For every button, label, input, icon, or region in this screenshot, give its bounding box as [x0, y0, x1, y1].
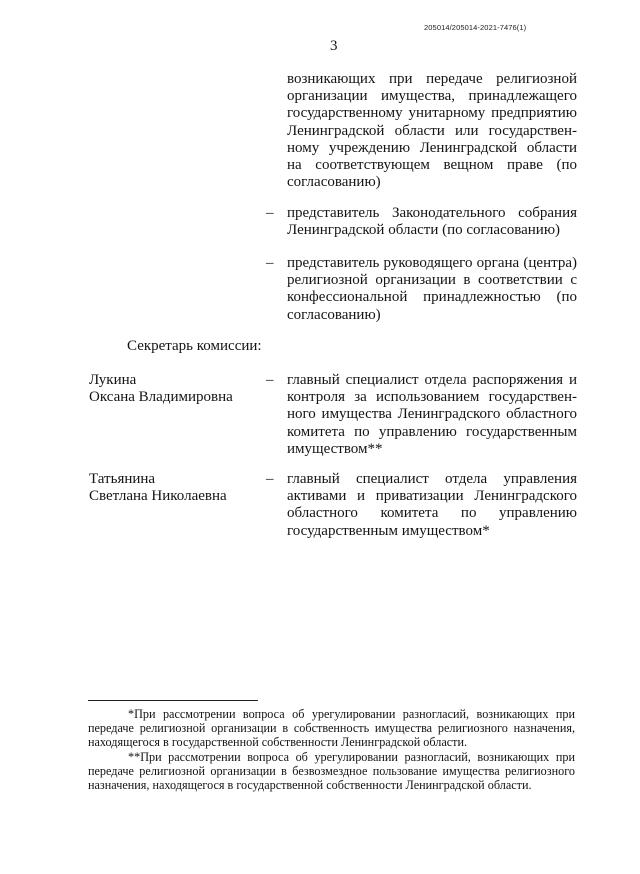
document-id: 205014/205014-2021-7476(1) — [424, 23, 527, 32]
member-dash: – — [266, 471, 274, 487]
member-position: главный специалист отдела распоряжения и контроля за использованием государствен-ного имущества Ленинградского областного комитета по управлению государственным имуществом** — [287, 372, 577, 457]
member-given-names: Оксана Владимировна — [89, 389, 233, 405]
member-given-names: Светлана Николаевна — [89, 488, 227, 504]
footnote-1: *При рассмотрении вопроса об урегулировании разногласий, возникающих при передаче религиозной организации в собственность имущества религиозного назначения, находящегося в государственной собственности Ленинградской области. — [88, 707, 575, 749]
list-item-continuation: возникающих при передаче религиозной организации имущества, принадлежащего государственному унитарному предприятию Ленинградской области или государствен-ному учреждению Ленинградской области на соответствующем вещном праве (по согласованию) — [287, 71, 577, 191]
footnote-2: **При рассмотрении вопроса об урегулировании разногласий, возникающих при передаче религиозной организации в безвозмездное пользование имущества религиозного назначения, находящегося в государственной собственности Ленинградской области. — [88, 750, 575, 792]
member-surname: Лукина — [89, 372, 137, 388]
page-number: 3 — [330, 38, 338, 54]
list-dash: – — [266, 205, 274, 221]
list-dash: – — [266, 255, 274, 271]
member-position: главный специалист отдела управления активами и приватизации Ленинградского областного комитета по управлению государственным имуществом* — [287, 471, 577, 539]
list-item-religious-representative: представитель руководящего органа (центра) религиозной организации в соответствии с конфессиональной принадлежностью (по согласованию) — [287, 255, 577, 323]
list-item-legislative-representative: представитель Законодательного собрания Ленинградской области (по согласованию) — [287, 205, 577, 239]
footnote-separator — [88, 700, 258, 701]
secretary-heading: Секретарь комиссии: — [127, 338, 262, 354]
member-dash: – — [266, 372, 274, 388]
member-surname: Татьянина — [89, 471, 156, 487]
